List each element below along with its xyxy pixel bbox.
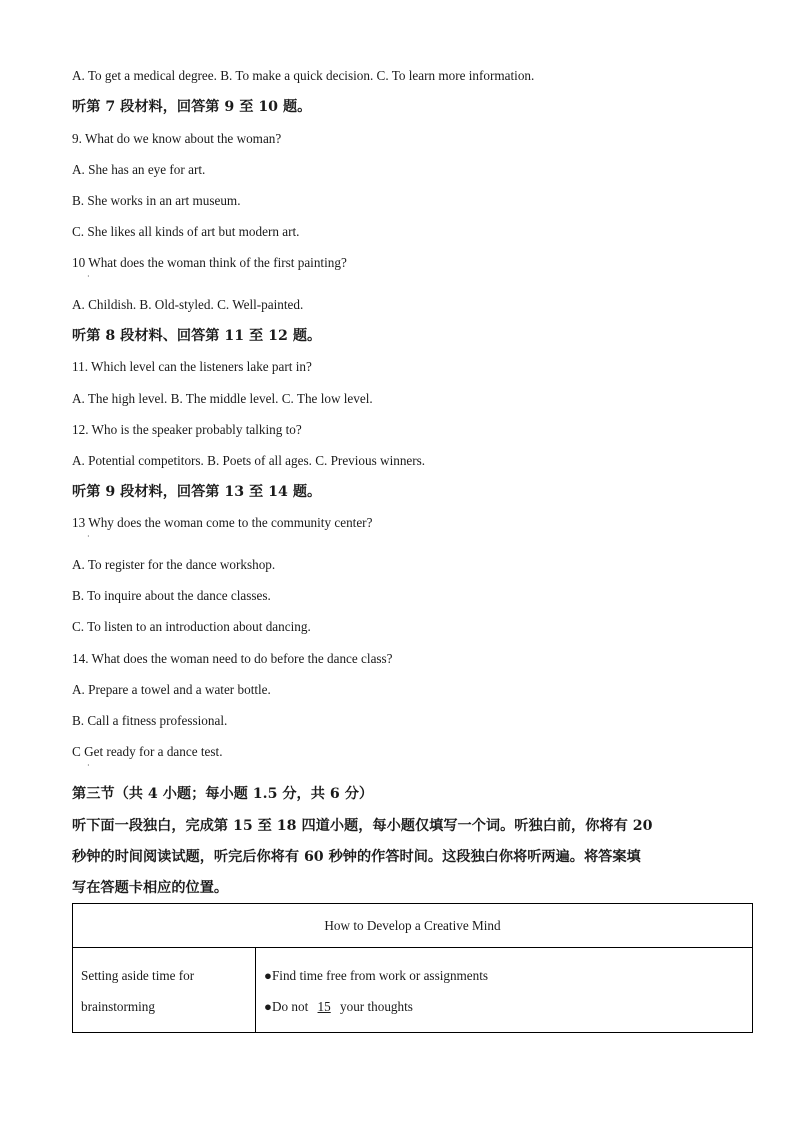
row-label-line-1: Setting aside time for: [81, 968, 195, 983]
part3-heading: 第三节（共 4 小题；每小题 1.5 分，共 6 分）: [72, 786, 374, 802]
dot-mark: ·: [87, 532, 90, 541]
dot-mark: ·: [87, 272, 90, 281]
instructions-line-3: 写在答题卡相应的位置。: [72, 880, 229, 896]
section-heading-8: 听第 8 段材料、回答第 11 至 12 题。: [72, 328, 322, 344]
q13-option-c: C. To listen to an introduction about dancing.: [72, 619, 311, 634]
question-12: 12. Who is the speaker probably talking to?: [72, 422, 302, 437]
question-11: 11. Which level can the listeners lake part in?: [72, 359, 312, 374]
question-13: 13 Why does the woman come to the community center?: [72, 515, 373, 530]
notes-table: [72, 903, 753, 1033]
dot-mark: ·: [87, 761, 90, 770]
q11-options: A. The high level. B. The middle level. C. The low level.: [72, 391, 373, 406]
row-label: [73, 948, 256, 1033]
q9-option-b: B. She works in an art museum.: [72, 193, 241, 208]
instructions-line-2: 秒钟的时间阅读试题，听完后你将有 60 秒钟的作答时间。这段独白你将听两遍。将答案填: [72, 849, 641, 865]
question-10: 10 What does the woman think of the first painting?: [72, 255, 347, 270]
q14-option-b: B. Call a fitness professional.: [72, 713, 228, 728]
row-label-line-2: brainstorming: [81, 999, 155, 1014]
item-2-prefix: ●Do not: [264, 999, 309, 1014]
q10-options: A. Childish. B. Old-styled. C. Well-painted.: [72, 297, 304, 312]
table-title: How to Develop a Creative Mind: [73, 904, 753, 948]
instructions-line-1: 听下面一段独白，完成第 15 至 18 四道小题，每小题仅填写一个词。听独白前，你将有 20: [72, 818, 653, 834]
row-item-1: ●Find time free from work or assignments: [264, 968, 489, 983]
table-row: [73, 948, 753, 1033]
q14-option-a: A. Prepare a towel and a water bottle.: [72, 682, 271, 697]
question-14: 14. What does the woman need to do before the dance class?: [72, 651, 393, 666]
q14-option-c: C Get ready for a dance test.: [72, 744, 223, 759]
q13-option-a: A. To register for the dance workshop.: [72, 557, 276, 572]
q8-options: A. To get a medical degree. B. To make a quick decision. C. To learn more information.: [72, 68, 535, 83]
answer-blank-15[interactable]: 15: [317, 999, 331, 1014]
q12-options: A. Potential competitors. B. Poets of all ages. C. Previous winners.: [72, 453, 426, 468]
row-item-2: [264, 991, 744, 1022]
section-heading-9: 听第 9 段材料，回答第 13 至 14 题。: [72, 484, 322, 500]
q9-option-c: C. She likes all kinds of art but modern art.: [72, 224, 300, 239]
row-content: [256, 948, 753, 1033]
question-9: 9. What do we know about the woman?: [72, 131, 282, 146]
section-heading-7: 听第 7 段材料，回答第 9 至 10 题。: [72, 99, 312, 115]
q9-option-a: A. She has an eye for art.: [72, 162, 206, 177]
q13-option-b: B. To inquire about the dance classes.: [72, 588, 271, 603]
item-2-suffix: your thoughts: [340, 999, 413, 1014]
